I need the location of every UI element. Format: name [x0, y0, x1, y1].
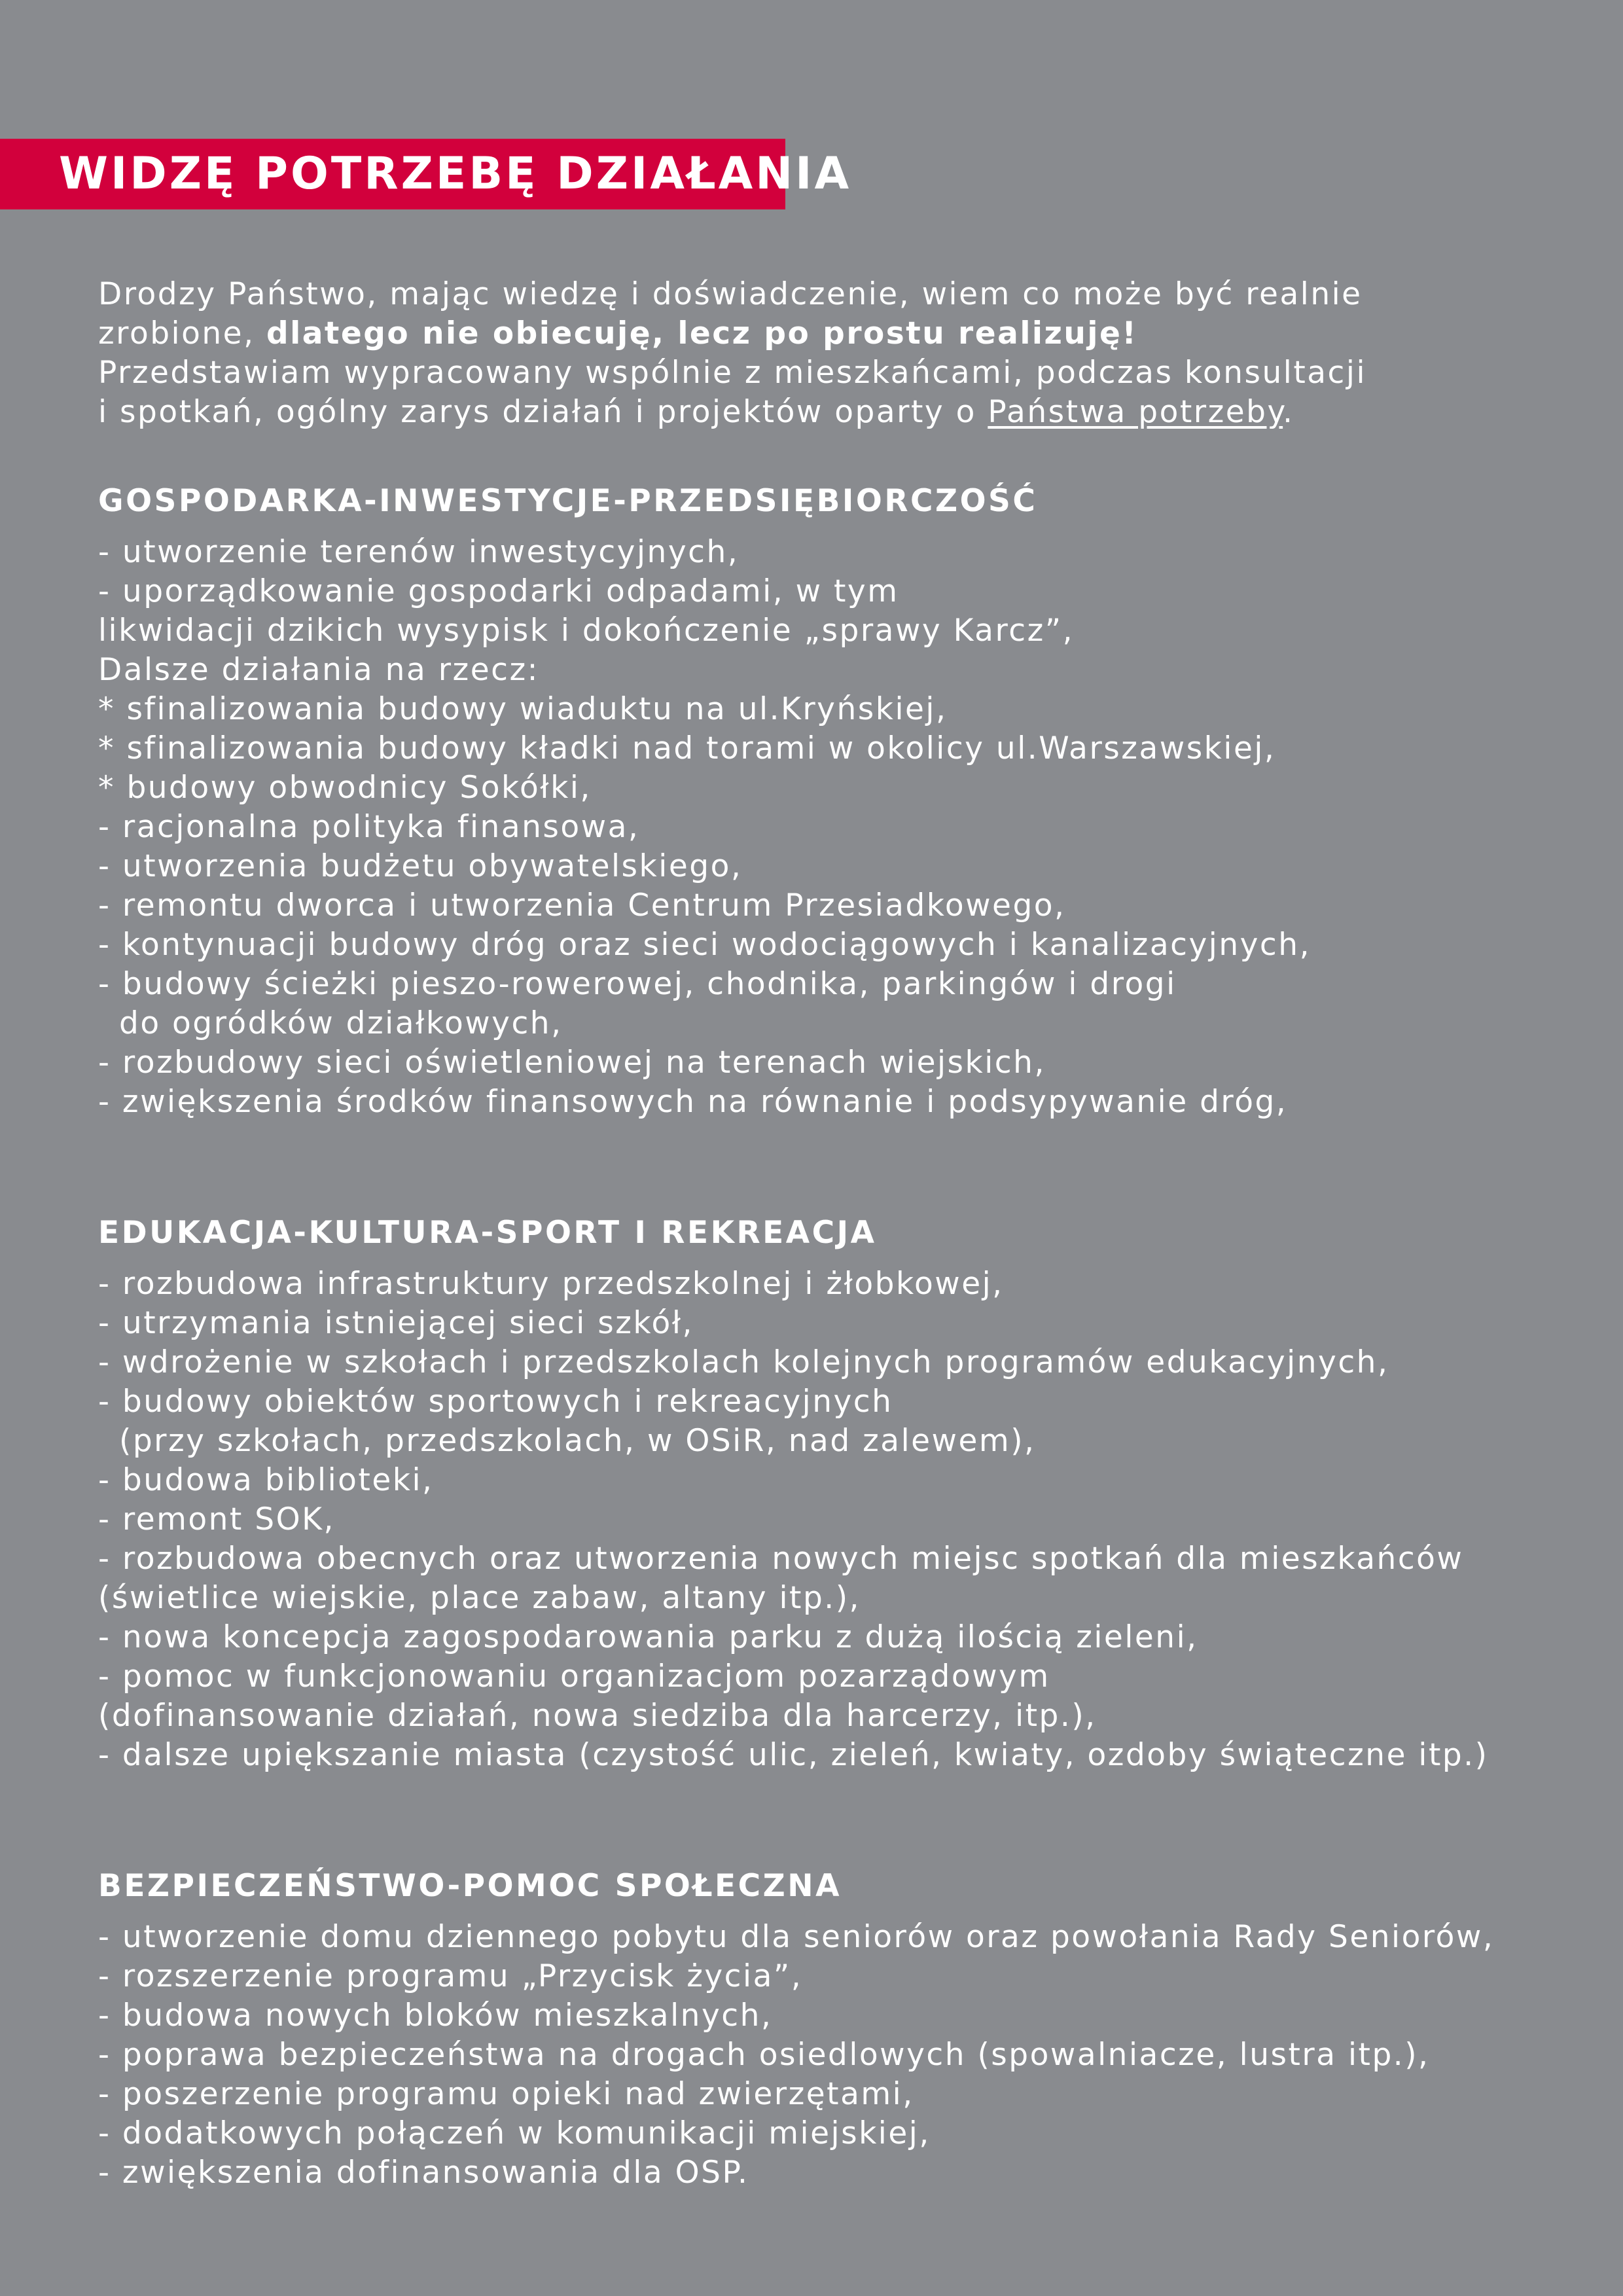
list-item: - rozbudowy sieci oświetleniowej na terenach wiejskich, [98, 1045, 1046, 1081]
list-item: - pomoc w funkcjonowaniu organizacjom pozarządowym [98, 1659, 1050, 1695]
section-safety [98, 1867, 1603, 2193]
list-item: - utworzenie domu dziennego pobytu dla seniorów oraz powołania Rady Seniorów, [98, 1919, 1495, 1955]
list-item: - nowa koncepcja zagospodarowania parku z dużą ilością zieleni, [98, 1619, 1198, 1655]
list-item: * sfinalizowania budowy wiaduktu na ul.Kryńskiej, [98, 691, 948, 727]
intro-line: Przedstawiam wypracowany wspólnie z mieszkańcami, podczas konsultacji [98, 355, 1367, 391]
document-body [98, 275, 1603, 2193]
list-item: - dodatkowych połączeń w komunikacji miejskiej, [98, 2115, 931, 2151]
list-item: Dalsze działania na rzecz: [98, 652, 539, 688]
list-item: - rozbudowa infrastruktury przedszkolnej i żłobkowej, [98, 1266, 1004, 1302]
section-heading: GOSPODARKA-INWESTYCJE-PRZEDSIĘBIORCZOŚĆ [98, 483, 1038, 519]
list-item: likwidacji dzikich wysypisk i dokończenie „sprawy Karcz”, [98, 613, 1075, 649]
intro-text: . [1283, 394, 1294, 430]
list-item: - poprawa bezpieczeństwa na drogach osiedlowych (spowalniacze, lustra itp.), [98, 2037, 1430, 2073]
list-item: - budowy obiektów sportowych i rekreacyjnych [98, 1384, 893, 1420]
list-item: - dalsze upiększanie miasta (czystość ulic, zieleń, kwiaty, ozdoby świąteczne itp.) [98, 1737, 1489, 1773]
intro-bold-text: dlatego nie obiecuję, lecz po prostu realizuję! [266, 315, 1138, 351]
list-item: (przy szkołach, przedszkolach, w OSiR, nad zalewem), [119, 1423, 1036, 1459]
list-item: - rozszerzenie programu „Przycisk życia”, [98, 1958, 803, 1994]
list-item: - rozbudowa obecnych oraz utworzenia nowych miejsc spotkań dla mieszkańców [98, 1541, 1464, 1577]
intro-text: i spotkań, ogólny zarys działań i projektów oparty o [98, 394, 988, 430]
list-item: - remontu dworca i utworzenia Centrum Przesiadkowego, [98, 888, 1066, 924]
intro-text: zrobione, [98, 315, 266, 351]
section-heading: EDUKACJA-KULTURA-SPORT I REKREACJA [98, 1215, 877, 1251]
intro-paragraph [98, 275, 1603, 432]
section-heading: BEZPIECZEŃSTWO-POMOC SPOŁECZNA [98, 1868, 842, 1904]
list-item: do ogródków działkowych, [119, 1005, 563, 1041]
list-item: - zwiększenia dofinansowania dla OSP. [98, 2155, 749, 2191]
underlined-text: Państwa potrzeby [988, 394, 1283, 430]
section-economy [98, 482, 1603, 1122]
list-item: - budowy ścieżki pieszo-rowerowej, chodnika, parkingów i drogi [98, 966, 1177, 1002]
list-item: - uporządkowanie gospodarki odpadami, w tym [98, 573, 899, 609]
page-title: WIDZĘ POTRZEBĘ DZIAŁANIA [59, 148, 852, 200]
list-item: - utworzenie terenów inwestycyjnych, [98, 534, 740, 570]
title-banner [0, 139, 852, 209]
list-item: (świetlice wiejskie, place zabaw, altany itp.), [98, 1580, 861, 1616]
list-item: * budowy obwodnicy Sokółki, [98, 770, 592, 806]
intro-line: Drodzy Państwo, mając wiedzę i doświadczenie, wiem co może być realnie [98, 276, 1363, 312]
list-item: - kontynuacji budowy dróg oraz sieci wodociągowych i kanalizacyjnych, [98, 927, 1311, 963]
intro-line [98, 393, 1603, 432]
list-item: - poszerzenie programu opieki nad zwierzętami, [98, 2076, 914, 2112]
list-item: - remont SOK, [98, 1501, 335, 1537]
list-item: - budowa nowych bloków mieszkalnych, [98, 1998, 773, 2034]
list-item: - budowa biblioteki, [98, 1462, 434, 1498]
list-item: - utrzymania istniejącej sieci szkół, [98, 1305, 694, 1341]
list-item: (dofinansowanie działań, nowa siedziba dla harcerzy, itp.), [98, 1698, 1097, 1734]
section-education [98, 1213, 1603, 1775]
list-item: * sfinalizowania budowy kładki nad torami w okolicy ul.Warszawskiej, [98, 730, 1276, 766]
list-item: - utworzenia budżetu obywatelskiego, [98, 848, 743, 884]
list-item: - wdrożenie w szkołach i przedszkolach kolejnych programów edukacyjnych, [98, 1344, 1389, 1380]
list-item: - racjonalna polityka finansowa, [98, 809, 640, 845]
list-item: - zwiększenia środków finansowych na równanie i podsypywanie dróg, [98, 1084, 1288, 1120]
intro-line [98, 314, 1603, 353]
